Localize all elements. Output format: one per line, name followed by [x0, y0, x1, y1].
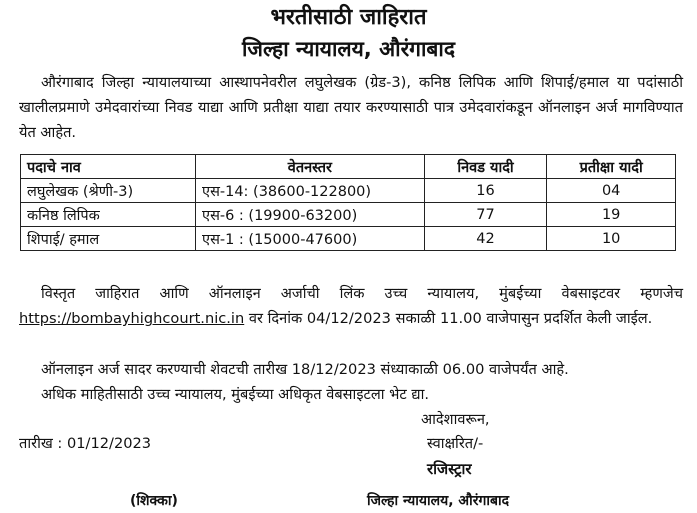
pay-level-cell: एस-6 : (19900-63200)	[196, 203, 425, 227]
header-waiting-list: प्रतीक्षा यादी	[547, 155, 676, 179]
deadline-paragraph: ऑनलाइन अर्ज सादर करण्याची शेवटची तारीख 18/12/2023 संध्याकाळी 06.00 वाजेपर्यंत आहे.	[41, 361, 569, 378]
website-link[interactable]: https://bombayhighcourt.nic.in	[19, 310, 245, 327]
header-pay-level: वेतनस्तर	[196, 155, 425, 179]
more-info-paragraph: अधिक माहितीसाठी उच्च न्यायालय, मुंबईच्या अधिकृत वेबसाइटला भेट द्या.	[41, 386, 430, 403]
website-paragraph-start: विस्तृत जाहिरात आणि ऑनलाइन अर्जाची लिंक उच्च न्यायालय, मुंबईच्या वेबसाइटवर म्हणजेच	[41, 285, 683, 302]
selection-count-cell: 77	[424, 203, 547, 227]
table-row	[21, 203, 676, 227]
waiting-count-cell: 10	[547, 227, 676, 251]
posts-table	[20, 154, 676, 251]
post-name-cell: लघुलेखक (श्रेणी-3)	[21, 179, 196, 203]
order-text: आदेशावरून,	[421, 411, 490, 428]
notice-date: तारीख : 01/12/2023	[19, 435, 152, 452]
website-paragraph	[19, 281, 683, 331]
waiting-count-cell: 19	[547, 203, 676, 227]
cut-off-right-text: जिल्हा न्यायालय, औरंगाबाद	[367, 493, 510, 509]
designation-text: रजिस्ट्रार	[427, 460, 472, 478]
notice-subtitle: जिल्हा न्यायालय, औरंगाबाद	[241, 37, 456, 61]
table-row	[21, 227, 676, 251]
cut-off-left-text: (शिक्का)	[130, 493, 178, 509]
waiting-count-cell: 04	[547, 179, 676, 203]
selection-count-cell: 42	[424, 227, 547, 251]
website-paragraph-end: वर दिनांक 04/12/2023 सकाळी 11.00 वाजेपासुन प्रदर्शित केली जाईल.	[244, 310, 653, 327]
header-post-name: पदाचे नाव	[21, 155, 196, 179]
header-selection-list: निवड यादी	[424, 155, 547, 179]
signed-text: स्वाक्षरित/-	[427, 435, 484, 452]
table-header-row	[21, 155, 676, 179]
pay-level-cell: एस-1 : (15000-47600)	[196, 227, 425, 251]
notice-title: भरतीसाठी जाहिरात	[270, 5, 427, 30]
selection-count-cell: 16	[424, 179, 547, 203]
post-name-cell: कनिष्ठ लिपिक	[21, 203, 196, 227]
pay-level-cell: एस-14: (38600-122800)	[196, 179, 425, 203]
post-name-cell: शिपाई/ हमाल	[21, 227, 196, 251]
table-row	[21, 179, 676, 203]
intro-paragraph: औरंगाबाद जिल्हा न्यायालयाच्या आस्थापनेवरील लघुलेखक (ग्रेड-3), कनिष्ठ लिपिक आणि शिपाई/हमाल या पदांसाठी खालीलप्रमाणे उमेदवारांच्या निवड याद्या आणि प्रतीक्षा याद्या तयार करण्यासाठी पात्र उमेदवारांकडून ऑनलाइन अर्ज मागविण्यात येत आहेत.	[19, 74, 683, 141]
